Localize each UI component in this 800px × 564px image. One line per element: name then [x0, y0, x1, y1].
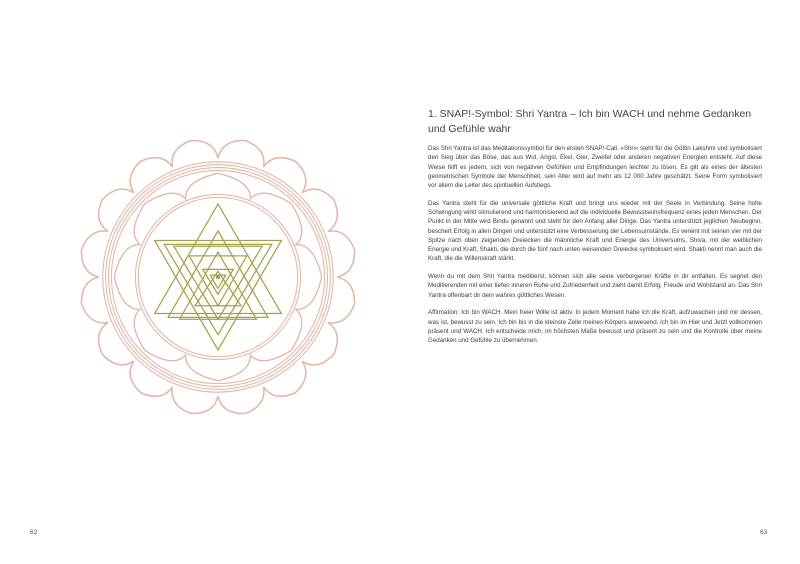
- paragraph: Das Yantra steht für die universale göttliche Kraft und bringt uns wieder mit der Seele in Verbindung. Seine hohe Schwingung wirkt stimulierend und harmonisierend auf die individuelle Bewusstseinsfrequenz eines jeden Menschen. Der Punkt in der Mitte wird Bindu genannt und steht für den Anfang aller Dinge. Das Yantra unterstützt jeglichen Neubeginn, beschert Erfolg in allen Dingen und unterstützt eine Verbesserung der Lebensumstände. Es vereint mit seinen vier mit der Spitze nach oben zeigenden Dreiecken die männliche Kraft und Energie des Universums, Shiva, mit der weiblichen Energie und Kraft, Shakti, die durch die fünf nach unten weisenden Dreiecke symbolisiert wird. Shakti nennt man auch die Kraft, die die Willenskraft stärkt.: [428, 199, 762, 263]
- paragraph: Das Shri Yantra ist das Meditationssymbol für den ersten SNAP!-Call. »Shri« steht für die Göttin Lakshmi und symbolisiert den Sieg über das Böse, das aus Wut, Angst, Ekel, Gier, Zweifel oder anderen negativen Energien entsteht. Auf diese Weise hilft es jedem, sich von negativen Gefühlen und Empfindungen leichter zu lösen. Es gilt als eines der ältesten geometrischen Symbole der Menschheit, sein Alter wird auf mehr als 12 000 Jahre geschätzt. Seine Form symbolisiert vor allem die Leiter des spirituellen Aufstiegs.: [428, 145, 762, 189]
- shri-yantra-icon: [74, 133, 362, 421]
- paragraph: Wenn du mit dem Shri Yantra meditierst, können sich alle seine verborgenen Kräfte in dir entfalten. Es segnet den Meditierenden mit einer tiefen inneren Ruhe und Zufriedenheit und zieht damit Erfolg, Freude und Wohlstand an. Das Shri Yantra offenbart dir dein wahres göttliches Wesen.: [428, 273, 762, 299]
- page-number-right: 63: [760, 529, 768, 536]
- body-text: [428, 144, 762, 354]
- affirmation-paragraph: Affirmation: Ich bin WACH. Mein freier Wille ist aktiv. In jedem Moment habe ich die Kraft, aufzuwachen und mir dessen, was ist, bewusst zu sein. Ich bin bis in die kleinste Zelle meines Körpers anwesend. Ich bin im Hier und Jetzt vollkommen präsent und WACH. Ich entscheide mich, im höchsten Maße bewusst und präsent zu sein und die Kontrolle über meine Gedanken und Gefühle zu übernehmen.: [428, 309, 762, 344]
- page-number-left: 62: [30, 529, 38, 536]
- chapter-heading: 1. SNAP!-Symbol: Shri Yantra – Ich bin WACH und nehme Gedanken und Gefühle wahr: [428, 108, 752, 135]
